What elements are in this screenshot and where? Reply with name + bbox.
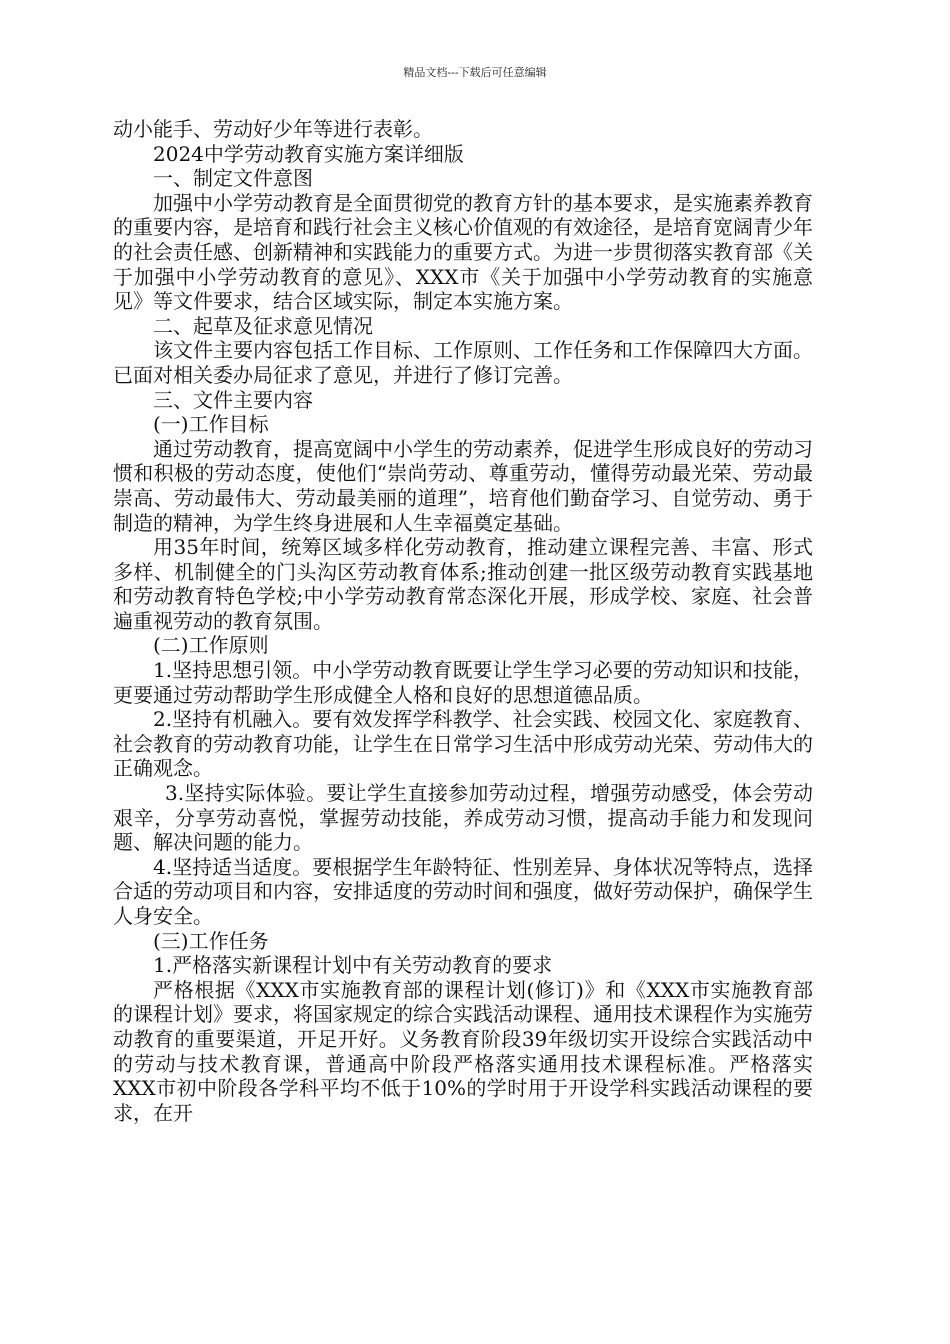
subsection-heading: (三)工作任务 — [153, 928, 269, 953]
numbered-paragraph: 2.坚持有机融入。要有效发挥学科教学、社会实践、校园文化、家庭教育、社会教育的劳动教育功能，让学生在日常学习生活中形成劳动光荣、劳动伟大的正确观念。 — [113, 707, 813, 781]
subsection-heading: (一)工作目标 — [153, 412, 269, 437]
section-heading: 二、起草及征求意见情况 — [153, 313, 373, 338]
paragraph-continuation: 动小能手、劳动好少年等进行表彰。 — [113, 117, 433, 141]
subsection-heading: (二)工作原则 — [153, 633, 269, 658]
document-title: 2024中学劳动教育实施方案详细版 — [153, 141, 464, 166]
paragraph: 用35年时间，统筹区域多样化劳动教育，推动建立课程完善、丰富、形式多样、机制健全的门头沟区劳动教育体系;推动创建一批区级劳动教育实践基地和劳动教育特色学校;中小学劳动教育常态深化开展，形成学校、家庭、社会普遍重视劳动的教育氛围。 — [113, 535, 813, 633]
section-heading: 三、文件主要内容 — [153, 387, 313, 412]
paragraph: 通过劳动教育，提高宽阔中小学生的劳动素养，促进学生形成良好的劳动习惯和积极的劳动态度，使他们“崇尚劳动、尊重劳动，懂得劳动最光荣、劳动最崇高、劳动最伟大、劳动最美丽的道理”，培育他们勤奋学习、自觉劳动、勇于制造的精神，为学生终身进展和人生幸福奠定基础。 — [113, 436, 813, 535]
section-heading: 一、制定文件意图 — [153, 166, 313, 191]
numbered-paragraph: 3.坚持实际体验。要让学生直接参加劳动过程，增强劳动感受，体会劳动艰辛，分享劳动喜悦，掌握劳动技能，养成劳动习惯，提高动手能力和发现问题、解决问题的能力。 — [113, 781, 813, 855]
paragraph: 加强中小学劳动教育是全面贯彻党的教育方针的基本要求，是实施素养教育的重要内容，是培育和践行社会主义核心价值观的有效途径，是培育宽阔青少年的社会责任感、创新精神和实践能力的重要方式。为进一步贯彻落实教育部《关于加强中小学劳动教育的意见》、XXX市《关于加强中小学劳动教育的实施意见》等文件要求，结合区域实际，制定本实施方案。 — [113, 190, 813, 314]
numbered-paragraph: 4.坚持适当适度。要根据学生年龄特征、性别差异、身体状况等特点，选择合适的劳动项目和内容，安排适度的劳动时间和强度，做好劳动保护，确保学生人身安全。 — [113, 854, 813, 928]
page-header: 精品文档---下载后可任意编辑 — [403, 66, 547, 79]
paragraph: 该文件主要内容包括工作目标、工作原则、工作任务和工作保障四大方面。已面对相关委办局征求了意见，并进行了修订完善。 — [113, 338, 813, 387]
numbered-paragraph: 1.坚持思想引领。中小学劳动教育既要让学生学习必要的劳动知识和技能，更要通过劳动帮助学生形成健全人格和良好的思想道德品质。 — [113, 658, 813, 707]
numbered-heading: 1.严格落实新课程计划中有关劳动教育的要求 — [153, 953, 553, 978]
document-body — [113, 117, 813, 1125]
paragraph: 严格根据《XXX市实施教育部的课程计划(修订)》和《XXX市实施教育部的课程计划》要求，将国家规定的综合实践活动课程、通用技术课程作为实施劳动教育的重要渠道，开足开好。义务教育阶段39年级切实开设综合实践活动中的劳动与技术教育课，普通高中阶段严格落实通用技术课程标准。严格落实XXX市初中阶段各学科平均不低于10%的学时用于开设学科实践活动课程的要求，在开 — [113, 977, 813, 1125]
